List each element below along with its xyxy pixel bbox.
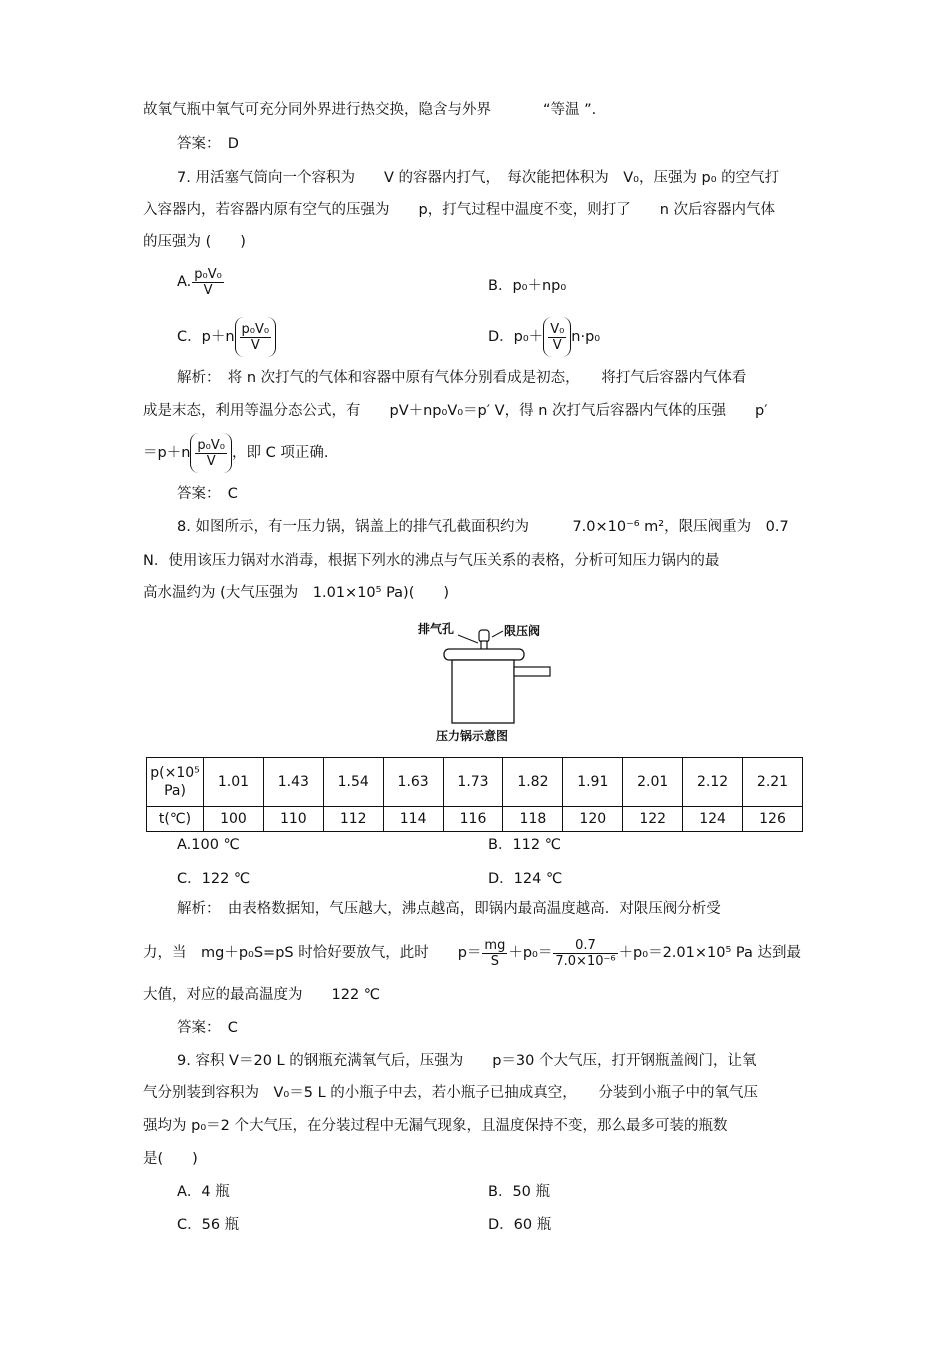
- q9-stem-line2: 气分别装到容积为 V₀＝5 L 的小瓶子中去，若小瓶子已抽成真空， 分装到小瓶子中的氧气压: [143, 1085, 759, 1101]
- cooker-lid: [444, 649, 524, 660]
- q9-stem-line4: 是( ): [143, 1151, 198, 1167]
- q8-option-c: C．122 ℃: [177, 871, 251, 887]
- q8-stem-line3: 高水温约为 (大气压强为 1.01×10⁵ Pa)( ): [143, 585, 450, 601]
- table-cell: 1.91: [563, 758, 623, 807]
- q8-solution-line3: 大值，对应的最高温度为 122 ℃: [143, 987, 381, 1003]
- parenthesis: [190, 433, 232, 473]
- q9-option-c: C．56 瓶: [177, 1217, 240, 1233]
- pressure-valve-label: 限压阀: [504, 624, 541, 638]
- fraction: [548, 322, 566, 353]
- table-cell: 116: [443, 807, 503, 832]
- fraction-numerator: 0.7: [553, 938, 617, 954]
- text-span: ＝p＋n: [143, 445, 191, 461]
- valve-pointer-line: [492, 631, 503, 637]
- table-cell: 100: [204, 807, 264, 832]
- table-header-pressure: p(×10⁵ Pa): [147, 758, 204, 807]
- text-span: ，即 C 项正确.: [231, 445, 329, 461]
- q9-stem-line1: 9. 容积 V＝20 L 的钢瓶充满氧气后，压强为 p＝30 个大气压，打开钢瓶盖阀门，让氧: [177, 1053, 757, 1069]
- q7-solution-line3: [143, 433, 328, 473]
- fraction-denominator: V: [250, 337, 260, 353]
- fraction-denominator: V: [552, 337, 562, 353]
- table-cell: 124: [683, 807, 743, 832]
- fraction-numerator: mg: [484, 937, 506, 953]
- fraction: [482, 938, 507, 969]
- text-span: ＋p₀＝2.01×10⁵ Pa 达到最: [618, 945, 801, 961]
- q9-option-a: A．4 瓶: [177, 1184, 230, 1200]
- option-text: C．p＋n: [177, 329, 235, 345]
- cooker-handle: [514, 667, 550, 676]
- pressure-cooker-illustration: [412, 617, 552, 747]
- option-letter: A.: [177, 274, 192, 290]
- fraction-denominator: S: [490, 953, 500, 969]
- parenthesis: [543, 317, 571, 357]
- q8-stem-line1: 8. 如图所示，有一压力锅，锅盖上的排气孔截面积约为 7.0×10⁻⁶ m²，限压阀重为 0.7: [177, 519, 789, 535]
- table-cell: 2.12: [683, 758, 743, 807]
- q8-solution-line1: 解析： 由表格数据知，气压越大，沸点越高，即锅内最高温度越高．对限压阀分析受: [177, 901, 721, 917]
- text-span: 故氧气瓶中氧气可充分同外界进行热交换，隐含与外界: [143, 102, 491, 118]
- table-cell: 118: [503, 807, 563, 832]
- option-text: n·p₀: [571, 329, 601, 345]
- q7-option-a: [177, 264, 225, 300]
- figure-caption: 压力锅示意图: [436, 729, 509, 743]
- q9-option-b: B．50 瓶: [488, 1184, 551, 1200]
- table-cell: 1.43: [263, 758, 323, 807]
- q7-option-c: [177, 317, 276, 357]
- table-cell: 126: [743, 807, 803, 832]
- q7-option-b: B．p₀＋np₀: [488, 278, 567, 294]
- fraction: [553, 938, 617, 969]
- table-cell: 110: [263, 807, 323, 832]
- fraction-numerator: p₀V₀: [197, 437, 225, 453]
- cooker-pot: [452, 660, 514, 723]
- fraction: [192, 267, 224, 298]
- fraction-denominator: 7.0×10⁻⁶: [555, 953, 616, 969]
- table-cell: 1.82: [503, 758, 563, 807]
- q8-option-d: D．124 ℃: [488, 871, 563, 887]
- q8-option-b: B．112 ℃: [488, 837, 562, 853]
- q9-option-d: D．60 瓶: [488, 1217, 552, 1233]
- table-cell: 2.21: [743, 758, 803, 807]
- text-span: 力，当 mg＋p₀S=pS 时恰好要放气，此时 p＝: [143, 945, 482, 961]
- fraction-numerator: V₀: [550, 321, 565, 337]
- q9-stem-line3: 强均为 p₀＝2 个大气压，在分装过程中无漏气现象，且温度保持不变，那么最多可装的瓶数: [143, 1118, 728, 1134]
- table-cell: 1.73: [443, 758, 503, 807]
- table-cell: 120: [563, 807, 623, 832]
- fraction-denominator: V: [203, 282, 213, 298]
- q8-solution-line2: [143, 933, 801, 973]
- q8-answer: 答案： C: [177, 1020, 238, 1036]
- option-text: D．p₀＋: [488, 329, 544, 345]
- q7-stem-line2: 入容器内，若容器内原有空气的压强为 p，打气过程中温度不变，则打了 n 次后容器内气体: [143, 202, 775, 218]
- text-span: ＋p₀＝: [508, 945, 553, 961]
- fraction-numerator: p₀V₀: [194, 266, 222, 282]
- fraction-denominator: V: [206, 453, 216, 469]
- text-line: [143, 100, 606, 120]
- q7-solution-line1: 解析： 将 n 次打气的气体和容器中原有气体分别看成是初态， 将打气后容器内气体看: [177, 370, 747, 386]
- q7-solution-line2: 成是末态，利用等温分态公式，有 pV＋np₀V₀＝p′ V，得 n 次打气后容器内气体的压强 p′: [143, 403, 768, 419]
- pressure-temperature-table: [146, 757, 803, 832]
- table-cell: 114: [383, 807, 443, 832]
- fraction-numerator: p₀V₀: [241, 321, 270, 337]
- parenthesis: [235, 317, 277, 357]
- valve-knob: [479, 630, 489, 642]
- q7-answer: 答案： C: [177, 486, 238, 502]
- table-cell: 2.01: [623, 758, 683, 807]
- q8-stem-line2: N．使用该压力锅对水消毒，根据下列水的沸点与气压关系的表格，分析可知压力锅内的最: [143, 553, 720, 569]
- table-cell: 1.54: [323, 758, 383, 807]
- table-cell: 112: [323, 807, 383, 832]
- pressure-cooker-figure: [412, 617, 552, 751]
- vent-hole-label: 排气孔: [418, 622, 455, 636]
- q8-option-a: A.100 ℃: [177, 837, 240, 853]
- table-cell: 1.63: [383, 758, 443, 807]
- answer-line: 答案： D: [177, 136, 239, 152]
- table-cell: 122: [623, 807, 683, 832]
- q7-stem-line3: 的压强为 ( ): [143, 234, 246, 250]
- fraction: [195, 438, 227, 469]
- temperature-row: [147, 807, 803, 832]
- pressure-row: [147, 758, 803, 807]
- q7-stem-line1: 7. 用活塞气筒向一个容积为 V 的容器内打气， 每次能把体积为 V₀，压强为 p₀ 的空气打: [177, 170, 780, 186]
- fraction: [240, 322, 272, 353]
- text-span: “等温 ”．: [543, 102, 607, 118]
- table-header-temperature: t(℃): [147, 807, 204, 832]
- table-cell: 1.01: [204, 758, 264, 807]
- q7-option-d: [488, 317, 600, 357]
- vent-pointer-line: [458, 635, 478, 643]
